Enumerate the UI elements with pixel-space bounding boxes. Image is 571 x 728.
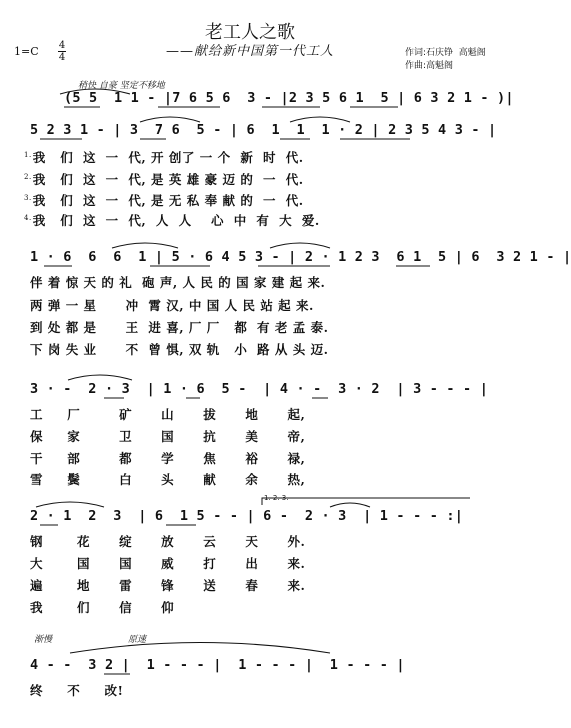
lyric-line: 终 不 改! xyxy=(30,683,124,698)
tempo-original: 原速 xyxy=(128,635,147,645)
slur xyxy=(330,503,370,507)
lyric-line: 工 厂 矿 山 拔 地 起, xyxy=(30,407,306,422)
lyricist-credit: 作词:石庆铮 高魁阁 xyxy=(405,48,486,58)
composer-credit: 作曲:高魁阁 xyxy=(405,61,454,71)
lyric-line: 大 国 国 威 打 出 来. xyxy=(30,556,306,571)
tempo-marking: 稍快 自豪 坚定不移地 xyxy=(78,81,165,91)
lyric-text: 我 们 这 一 代, 人 人 心 中 有 大 爱. xyxy=(32,213,320,228)
song-title: 老工人之歌 xyxy=(205,22,295,43)
volta-bracket xyxy=(262,498,470,505)
lyric-line: 雪 鬓 白 头 献 余 热, xyxy=(30,472,306,487)
verse-number: 3. xyxy=(24,193,32,202)
slur xyxy=(290,117,350,122)
lyric-text: 我 们 这 一 代, 是 英 雄 豪 迈 的 一 代. xyxy=(32,172,304,187)
lyric-line: 下 岗 失 业 不 曾 惧, 双 轨 小 路 从 头 迈. xyxy=(30,342,329,357)
score-line-2: 5 2 3 1 - | 3 7 6 5 - | 6 1 1 1 · 2 | 2 3 5 4 3 - | xyxy=(30,122,497,138)
time-bottom: 4 xyxy=(58,52,66,63)
tempo-slow: 渐慢 xyxy=(34,635,53,645)
score-line-6: 4 - - 3 2 | 1 - - - | 1 - - - | 1 - - - | xyxy=(30,657,405,673)
lyric-text: 我 们 这 一 代, 开 创了 一 个 新 时 代. xyxy=(32,150,304,165)
slur xyxy=(270,243,330,248)
lyric-text: 我 们 这 一 代, 是 无 私 奉 献 的 一 代. xyxy=(32,193,304,208)
lyric-line: 两 弹 一 星 冲 霄 汉, 中 国 人 民 站 起 来. xyxy=(30,298,314,313)
verse-number: 2. xyxy=(24,172,32,181)
score-line-3: 1 · 6 6 6 1 | 5 · 6 4 5 3 - | 2 · 1 2 3 6 1 5 | 6 3 2 1 - | xyxy=(30,249,571,265)
lyric-line: 干 部 都 学 焦 裕 禄, xyxy=(30,451,306,466)
slur xyxy=(60,89,130,94)
lyric-line: 钢 花 绽 放 云 天 外. xyxy=(30,534,306,549)
volta-bracket-label: 1. 2. 3. xyxy=(264,494,289,502)
slur xyxy=(112,243,178,248)
lyric-line: 我 们 信 仰 xyxy=(30,600,175,615)
slur xyxy=(70,643,330,654)
time-top: 4 xyxy=(58,40,66,51)
verse-number: 4. xyxy=(24,213,32,222)
slur xyxy=(140,117,200,122)
slur xyxy=(68,375,132,380)
key-signature: 1=C xyxy=(14,45,39,58)
song-subtitle: ——献给新中国第一代工人 xyxy=(165,44,334,59)
lyric-line: 遍 地 雷 锋 送 春 来. xyxy=(30,578,306,593)
slur xyxy=(36,502,104,507)
score-line-1: (5 5 1 1 - |7 6 5 6 3 - |2 3 5 6 1 5 | 6 3 2 1 - )| xyxy=(64,90,514,106)
lyric-line: 保 家 卫 国 抗 美 帝, xyxy=(30,429,306,444)
score-line-5: 2 · 1 2 3 | 6 1 5 - - | 6 - 2 · 3 | 1 - - - :| xyxy=(30,508,464,524)
lyric-line: 伴 着 惊 天 的 礼 砲 声, 人 民 的 国 家 建 起 来. xyxy=(30,275,326,290)
verse-number: 1. xyxy=(24,150,32,159)
score-line-4: 3 · - 2 · 3 | 1 · 6 5 - | 4 · - 3 · 2 | 3 - - - | xyxy=(30,381,489,397)
lyric-line: 到 处 都 是 王 进 喜, 厂 厂 都 有 老 孟 泰. xyxy=(30,320,329,335)
